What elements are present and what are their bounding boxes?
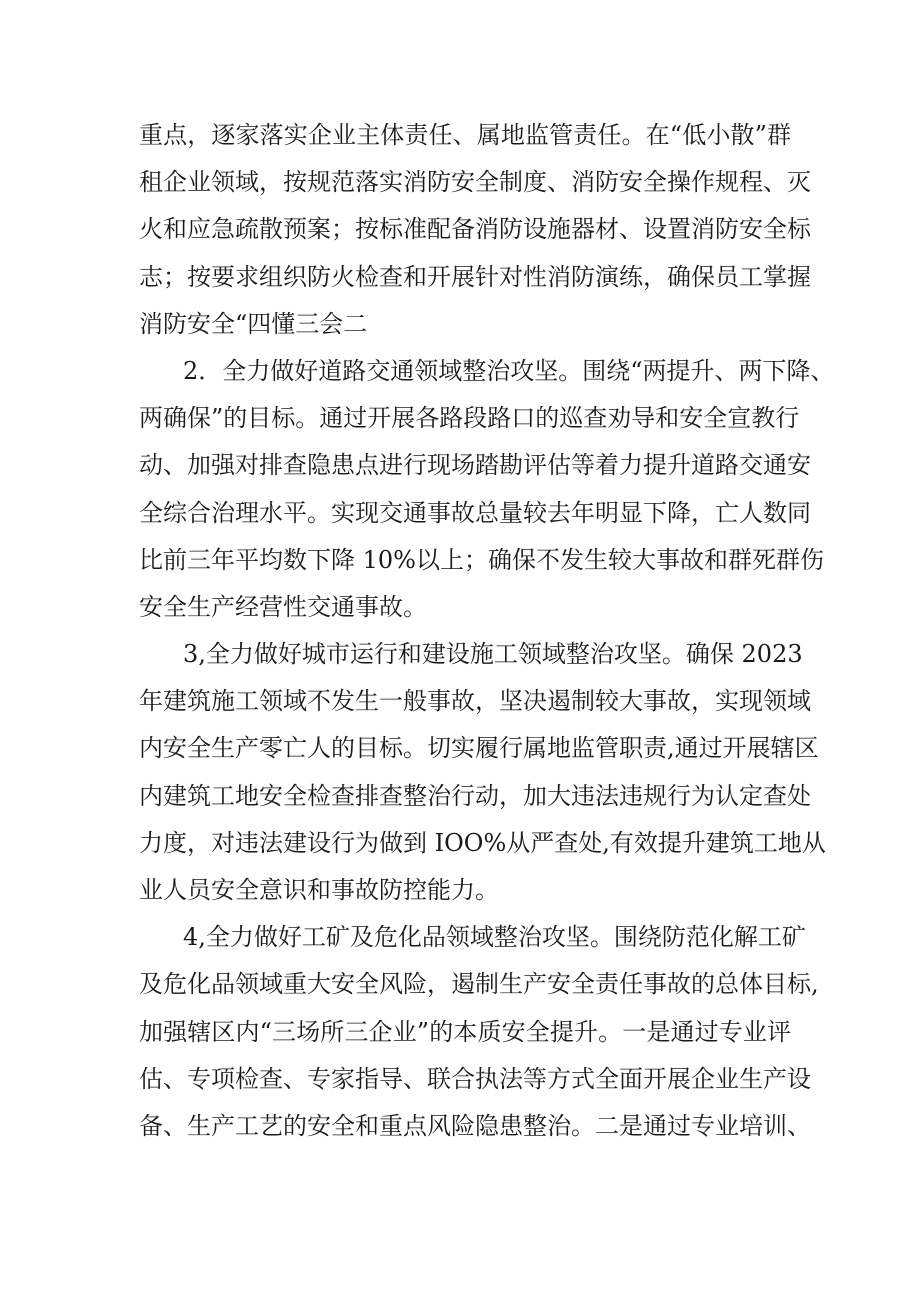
text-line: 2．全力做好道路交通领域整治攻坚。围绕“两提升、两下降、 — [183, 356, 835, 385]
text-line: 及危化品领域重大安全风险，遏制生产安全责任事故的总体目标, — [139, 970, 819, 999]
text-line: 志；按要求组织防火检查和开展针对性消防演练，确保员工掌握 — [139, 262, 811, 291]
text-line: 重点，逐家落实企业主体责任、属地监管责任。在“低小散”群 — [139, 121, 791, 149]
text-line: 4,全力做好工矿及危化品领域整治攻坚。围绕防范化解工矿 — [183, 923, 806, 952]
text-line: 备、生产工艺的安全和重点风险隐患整治。二是通过专业培训、 — [139, 1111, 811, 1140]
text-line: 业人员安全意识和事故防控能力。 — [139, 876, 499, 904]
text-line: 力度，对违法建设行为做到 IOO%从严查处,有效提升建筑工地从 — [139, 828, 826, 857]
document-body — [139, 112, 835, 1150]
text-line: 估、专项检查、专家指导、联合执法等方式全面开展企业生产设 — [139, 1064, 811, 1093]
text-line: 火和应急疏散预案；按标准配备消防设施器材、设置消防安全标 — [139, 215, 811, 244]
text-line: 加强辖区内“三场所三企业”的本质安全提升。一是通过专业评 — [139, 1017, 791, 1046]
text-line: 3,全力做好城市运行和建设施工领域整治攻坚。确保 2023 — [183, 640, 803, 669]
text-line: 租企业领域，按规范落实消防安全制度、消防安全操作规程、灭 — [139, 168, 811, 197]
text-line: 动、加强对排查隐患点进行现场踏勘评估等着力提升道路交通安 — [139, 451, 811, 480]
text-line: 比前三年平均数下降 10%以上；确保不发生较大事故和群死群伤 — [139, 545, 824, 574]
text-line: 两确保”的目标。通过开展各路段路口的巡查劝导和安全宣教行 — [139, 404, 800, 433]
text-line: 全综合治理水平。实现交通事故总量较去年明显下降，亡人数同 — [139, 498, 811, 527]
text-line: 年建筑施工领域不发生一般事故，坚决遏制较大事故，实现领域 — [139, 687, 811, 716]
text-line: 安全生产经营性交通事故。 — [139, 592, 427, 621]
text-line: 消防安全“四懂三会二 — [139, 309, 368, 338]
text-line: 内建筑工地安全检查排查整治行动，加大违法违规行为认定查处 — [139, 781, 811, 810]
text-line: 内安全生产零亡人的目标。切实履行属地监管职责,通过开展辖区 — [139, 734, 819, 763]
